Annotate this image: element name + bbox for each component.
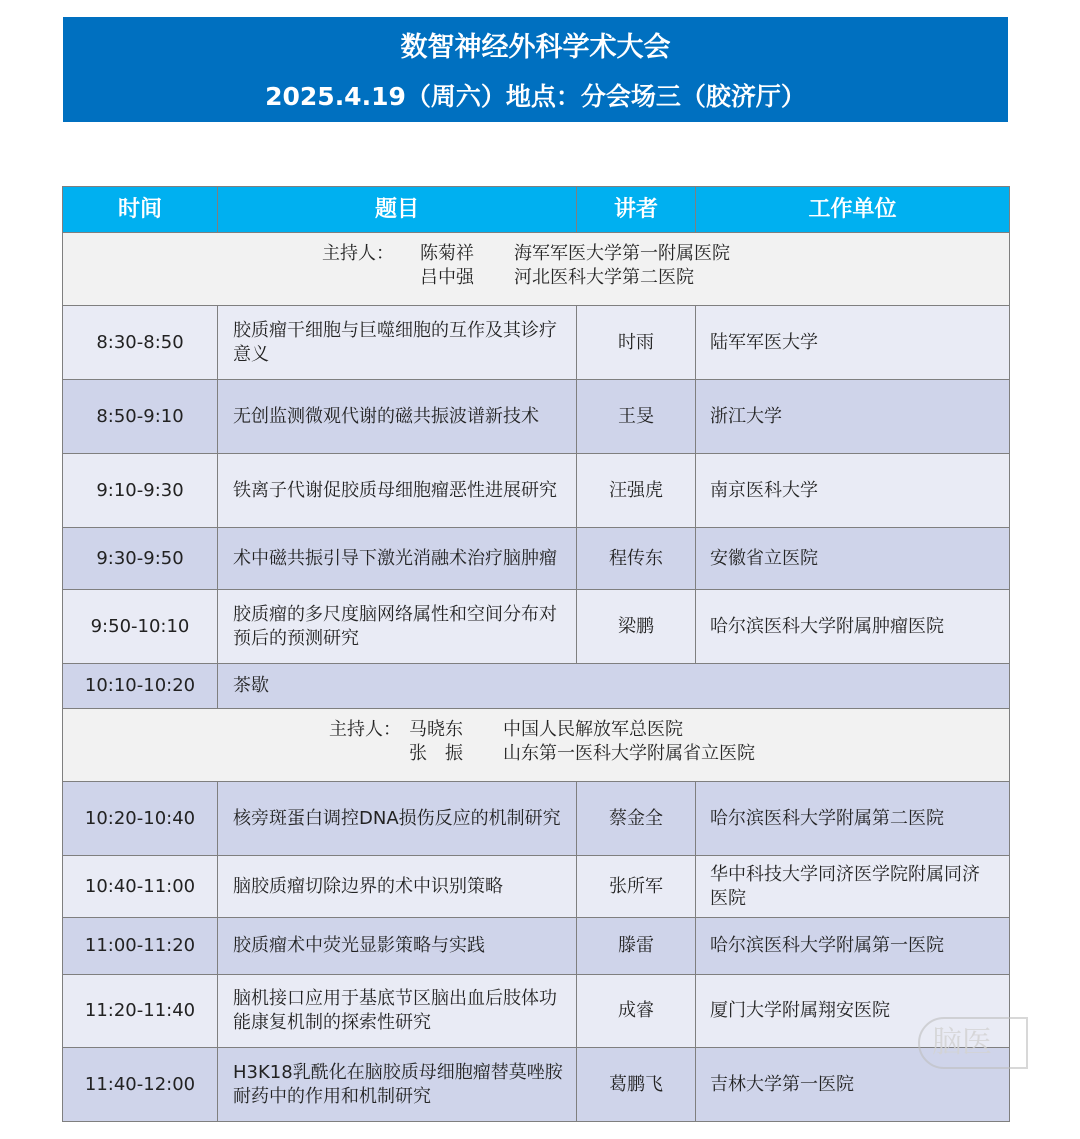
talk-speaker: 汪强虎 bbox=[577, 454, 696, 528]
host-name: 陈菊祥 bbox=[420, 242, 474, 264]
table-row bbox=[63, 918, 1010, 975]
table-row bbox=[63, 1048, 1010, 1122]
host-organization: 山东第一医科大学附属省立医院 bbox=[503, 742, 755, 764]
session-hosts-cell bbox=[63, 709, 1010, 782]
col-header-time: 时间 bbox=[63, 187, 218, 233]
break-label: 茶歇 bbox=[218, 664, 1010, 709]
break-row bbox=[63, 664, 1010, 709]
talk-time: 11:00-11:20 bbox=[63, 918, 218, 975]
table-row bbox=[63, 975, 1010, 1048]
table-row bbox=[63, 590, 1010, 664]
host-name: 吕中强 bbox=[420, 266, 474, 288]
table-row bbox=[63, 454, 1010, 528]
col-header-organization: 工作单位 bbox=[696, 187, 1010, 233]
table-row bbox=[63, 380, 1010, 454]
talk-speaker: 蔡金全 bbox=[577, 782, 696, 856]
talk-time: 9:50-10:10 bbox=[63, 590, 218, 664]
talk-topic: 无创监测微观代谢的磁共振波谱新技术 bbox=[218, 380, 577, 454]
talk-organization: 陆军军医大学 bbox=[696, 306, 1010, 380]
watermark-logo: 脑医 bbox=[918, 1017, 1028, 1069]
host-organization: 中国人民解放军总医院 bbox=[503, 718, 683, 740]
talk-topic: 胶质瘤干细胞与巨噬细胞的互作及其诊疗意义 bbox=[218, 306, 577, 380]
talk-speaker: 成睿 bbox=[577, 975, 696, 1048]
host-name: 张 振 bbox=[409, 742, 463, 764]
table-header-row bbox=[63, 187, 1010, 233]
talk-time: 8:50-9:10 bbox=[63, 380, 218, 454]
talk-organization: 浙江大学 bbox=[696, 380, 1010, 454]
talk-topic: 核旁斑蛋白调控DNA损伤反应的机制研究 bbox=[218, 782, 577, 856]
talk-time: 11:20-11:40 bbox=[63, 975, 218, 1048]
conference-date-venue: 2025.4.19（周六）地点：分会场三（胶济厅） bbox=[265, 82, 806, 111]
talk-topic: 脑胶质瘤切除边界的术中识别策略 bbox=[218, 856, 577, 918]
table-row bbox=[63, 306, 1010, 380]
host-name: 马晓东 bbox=[409, 718, 463, 740]
talk-time: 8:30-8:50 bbox=[63, 306, 218, 380]
session-hosts-row bbox=[63, 709, 1010, 782]
session-hosts-cell bbox=[63, 233, 1010, 306]
talk-organization: 哈尔滨医科大学附属第二医院 bbox=[696, 782, 1010, 856]
host-organization: 河北医科大学第二医院 bbox=[514, 266, 694, 288]
talk-organization: 哈尔滨医科大学附属第一医院 bbox=[696, 918, 1010, 975]
talk-organization: 厦门大学附属翔安医院 bbox=[696, 975, 1010, 1048]
table-row bbox=[63, 528, 1010, 590]
talk-organization: 华中科技大学同济医学院附属同济医院 bbox=[696, 856, 1010, 918]
talk-organization: 南京医科大学 bbox=[696, 454, 1010, 528]
talk-time: 11:40-12:00 bbox=[63, 1048, 218, 1122]
schedule-table bbox=[62, 186, 1010, 1122]
talk-topic: 胶质瘤的多尺度脑网络属性和空间分布对预后的预测研究 bbox=[218, 590, 577, 664]
conference-title: 数智神经外科学术大会 bbox=[400, 32, 671, 63]
talk-organization: 哈尔滨医科大学附属肿瘤医院 bbox=[696, 590, 1010, 664]
talk-speaker: 时雨 bbox=[577, 306, 696, 380]
host-organization: 海军军医大学第一附属医院 bbox=[514, 242, 730, 264]
talk-speaker: 王旻 bbox=[577, 380, 696, 454]
table-row bbox=[63, 782, 1010, 856]
talk-topic: H3K18乳酰化在脑胶质母细胞瘤替莫唑胺耐药中的作用和机制研究 bbox=[218, 1048, 577, 1122]
col-header-speaker: 讲者 bbox=[577, 187, 696, 233]
conference-banner bbox=[63, 17, 1008, 122]
talk-speaker: 梁鹏 bbox=[577, 590, 696, 664]
session-hosts-row bbox=[63, 233, 1010, 306]
talk-organization: 吉林大学第一医院 bbox=[696, 1048, 1010, 1122]
talk-topic: 脑机接口应用于基底节区脑出血后肢体功能康复机制的探索性研究 bbox=[218, 975, 577, 1048]
talk-time: 9:30-9:50 bbox=[63, 528, 218, 590]
talk-organization: 安徽省立医院 bbox=[696, 528, 1010, 590]
host-label: 主持人： bbox=[322, 242, 394, 264]
host-label: 主持人： bbox=[329, 718, 401, 740]
talk-time: 10:40-11:00 bbox=[63, 856, 218, 918]
talk-topic: 术中磁共振引导下激光消融术治疗脑肿瘤 bbox=[218, 528, 577, 590]
col-header-topic: 题目 bbox=[218, 187, 577, 233]
table-row bbox=[63, 856, 1010, 918]
talk-speaker: 葛鹏飞 bbox=[577, 1048, 696, 1122]
talk-time: 9:10-9:30 bbox=[63, 454, 218, 528]
talk-topic: 铁离子代谢促胶质母细胞瘤恶性进展研究 bbox=[218, 454, 577, 528]
talk-time: 10:20-10:40 bbox=[63, 782, 218, 856]
talk-speaker: 程传东 bbox=[577, 528, 696, 590]
talk-speaker: 滕雷 bbox=[577, 918, 696, 975]
break-time: 10:10-10:20 bbox=[63, 664, 218, 709]
talk-topic: 胶质瘤术中荧光显影策略与实践 bbox=[218, 918, 577, 975]
talk-speaker: 张所军 bbox=[577, 856, 696, 918]
